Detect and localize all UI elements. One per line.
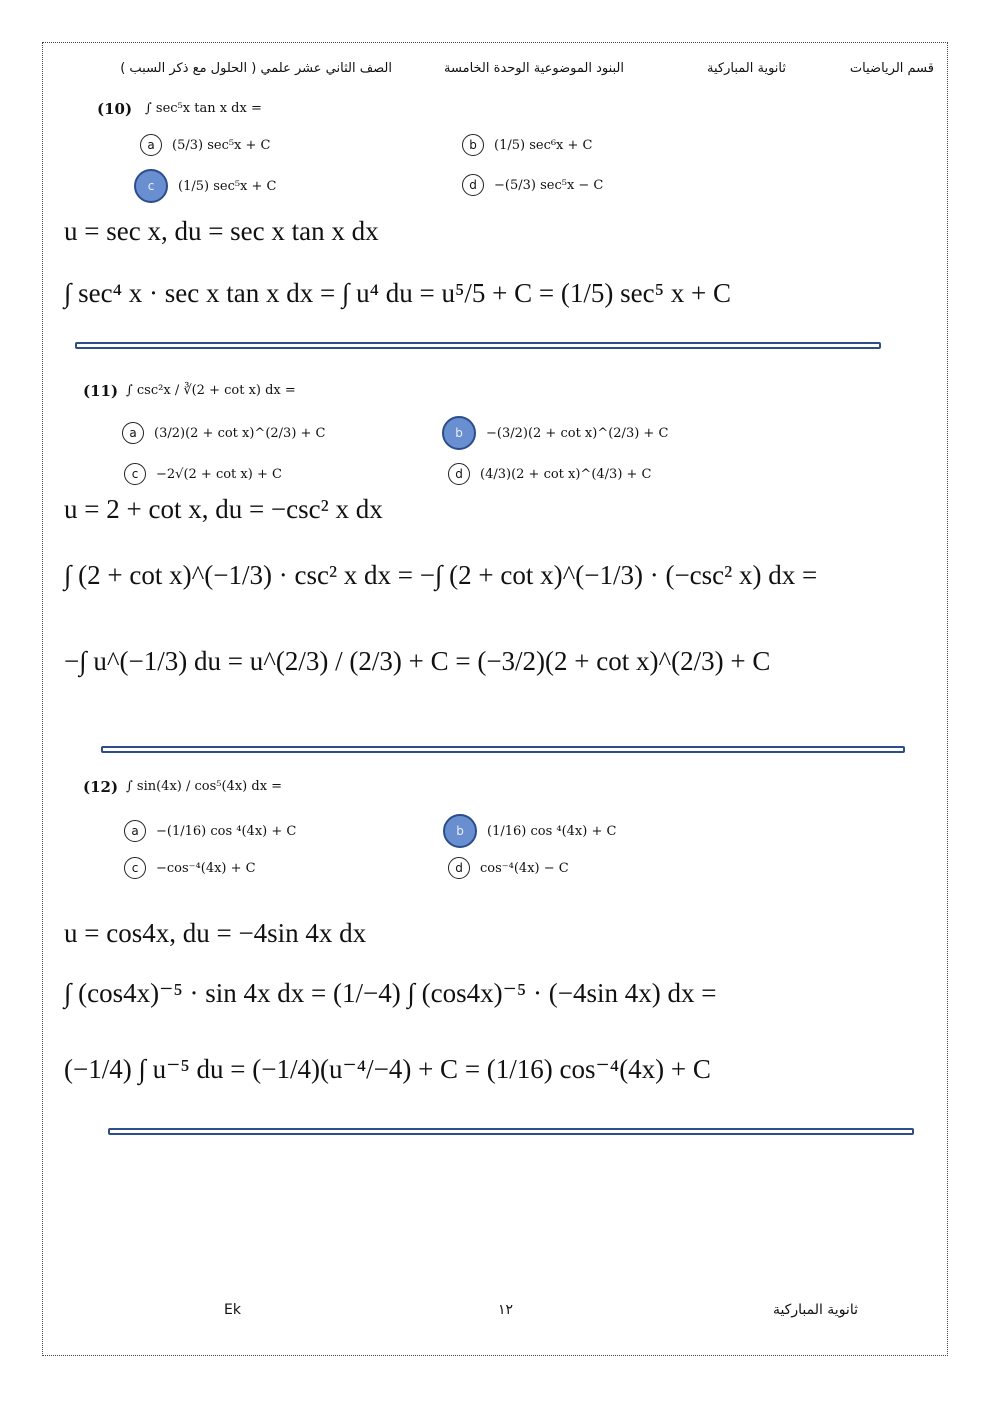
option-letter: a [124, 820, 146, 842]
section-divider [101, 746, 905, 753]
option-text: (3/2)(2 + cot x)^(2/3) + C [154, 425, 326, 441]
question-number: (11) [83, 382, 119, 400]
header-school: ثانوية المباركية [707, 61, 786, 76]
solution-line: −∫ u^(−1/3) du = u^(2/3) / (2/3) + C = (−3/2)(2 + cot x)^(2/3) + C [64, 646, 771, 676]
option-text: −cos⁻⁴(4x) + C [156, 860, 256, 876]
header-unit: البنود الموضوعية الوحدة الخامسة [444, 61, 624, 76]
section-divider [75, 342, 881, 349]
solution-line: ∫ sec⁴ x · sec x tan x dx = ∫ u⁴ du = u⁵/5 + C = (1/5) sec⁵ x + C [64, 278, 731, 308]
option-text: cos⁻⁴(4x) − C [480, 860, 569, 876]
option-text: (5/3) sec⁵x + C [172, 137, 271, 153]
option-b-selected[interactable] [443, 814, 616, 848]
option-letter: c [124, 463, 146, 485]
footer-left: Ek [224, 1302, 241, 1318]
option-text: −(5/3) sec⁵x − C [494, 177, 604, 193]
option-text: −2√(2 + cot x) + C [156, 466, 282, 482]
option-letter: d [462, 174, 484, 196]
option-text: (1/5) sec⁵x + C [178, 178, 277, 194]
solution-line: (−1/4) ∫ u⁻⁵ du = (−1/4)(u⁻⁴/−4) + C = (1/16) cos⁻⁴(4x) + C [64, 1054, 711, 1084]
option-letter: c [134, 169, 168, 203]
option-a[interactable] [140, 134, 271, 156]
option-a[interactable] [122, 422, 326, 444]
option-letter: a [140, 134, 162, 156]
option-c[interactable] [124, 463, 282, 485]
option-d[interactable] [462, 174, 603, 196]
question-expression: ∫ sin(4x) / cos⁵(4x) dx = [126, 779, 283, 794]
option-letter: b [462, 134, 484, 156]
option-text: −(1/16) cos ⁴(4x) + C [156, 823, 297, 839]
option-b-selected[interactable] [442, 416, 668, 450]
question-number: (10) [97, 100, 133, 118]
solution-line: ∫ (2 + cot x)^(−1/3) · csc² x dx = −∫ (2 + cot x)^(−1/3) · (−csc² x) dx = [64, 560, 818, 590]
option-text: −(3/2)(2 + cot x)^(2/3) + C [486, 425, 669, 441]
option-a[interactable] [124, 820, 296, 842]
question-expression: ∫ sec⁵x tan x dx = [145, 101, 262, 116]
solution-line: u = 2 + cot x, du = −csc² x dx [64, 494, 383, 524]
option-text: (4/3)(2 + cot x)^(4/3) + C [480, 466, 652, 482]
option-c[interactable] [124, 857, 256, 879]
option-d[interactable] [448, 857, 569, 879]
solution-line: u = cos4x, du = −4sin 4x dx [64, 918, 367, 948]
header-grade: الصف الثاني عشر علمي ( الحلول مع ذكر السبب ) [120, 61, 392, 76]
option-letter: b [442, 416, 476, 450]
option-b[interactable] [462, 134, 593, 156]
solution-line: ∫ (cos4x)⁻⁵ · sin 4x dx = (1/−4) ∫ (cos4x)⁻⁵ · (−4sin 4x) dx = [64, 978, 717, 1008]
option-letter: d [448, 463, 470, 485]
option-c-selected[interactable] [134, 169, 277, 203]
option-letter: c [124, 857, 146, 879]
header-department: قسم الرياضيات [849, 61, 934, 76]
solution-line: u = sec x, du = sec x tan x dx [64, 216, 379, 246]
option-letter: d [448, 857, 470, 879]
option-d[interactable] [448, 463, 652, 485]
option-letter: a [122, 422, 144, 444]
question-number: (12) [83, 778, 119, 796]
section-divider [108, 1128, 914, 1135]
option-text: (1/5) sec⁶x + C [494, 137, 593, 153]
page-number: ١٢ [498, 1302, 514, 1318]
option-letter: b [443, 814, 477, 848]
footer-right: ثانوية المباركية [772, 1302, 858, 1318]
option-text: (1/16) cos ⁴(4x) + C [487, 823, 617, 839]
question-expression: ∫ csc²x / ∛(2 + cot x) dx = [126, 383, 296, 398]
